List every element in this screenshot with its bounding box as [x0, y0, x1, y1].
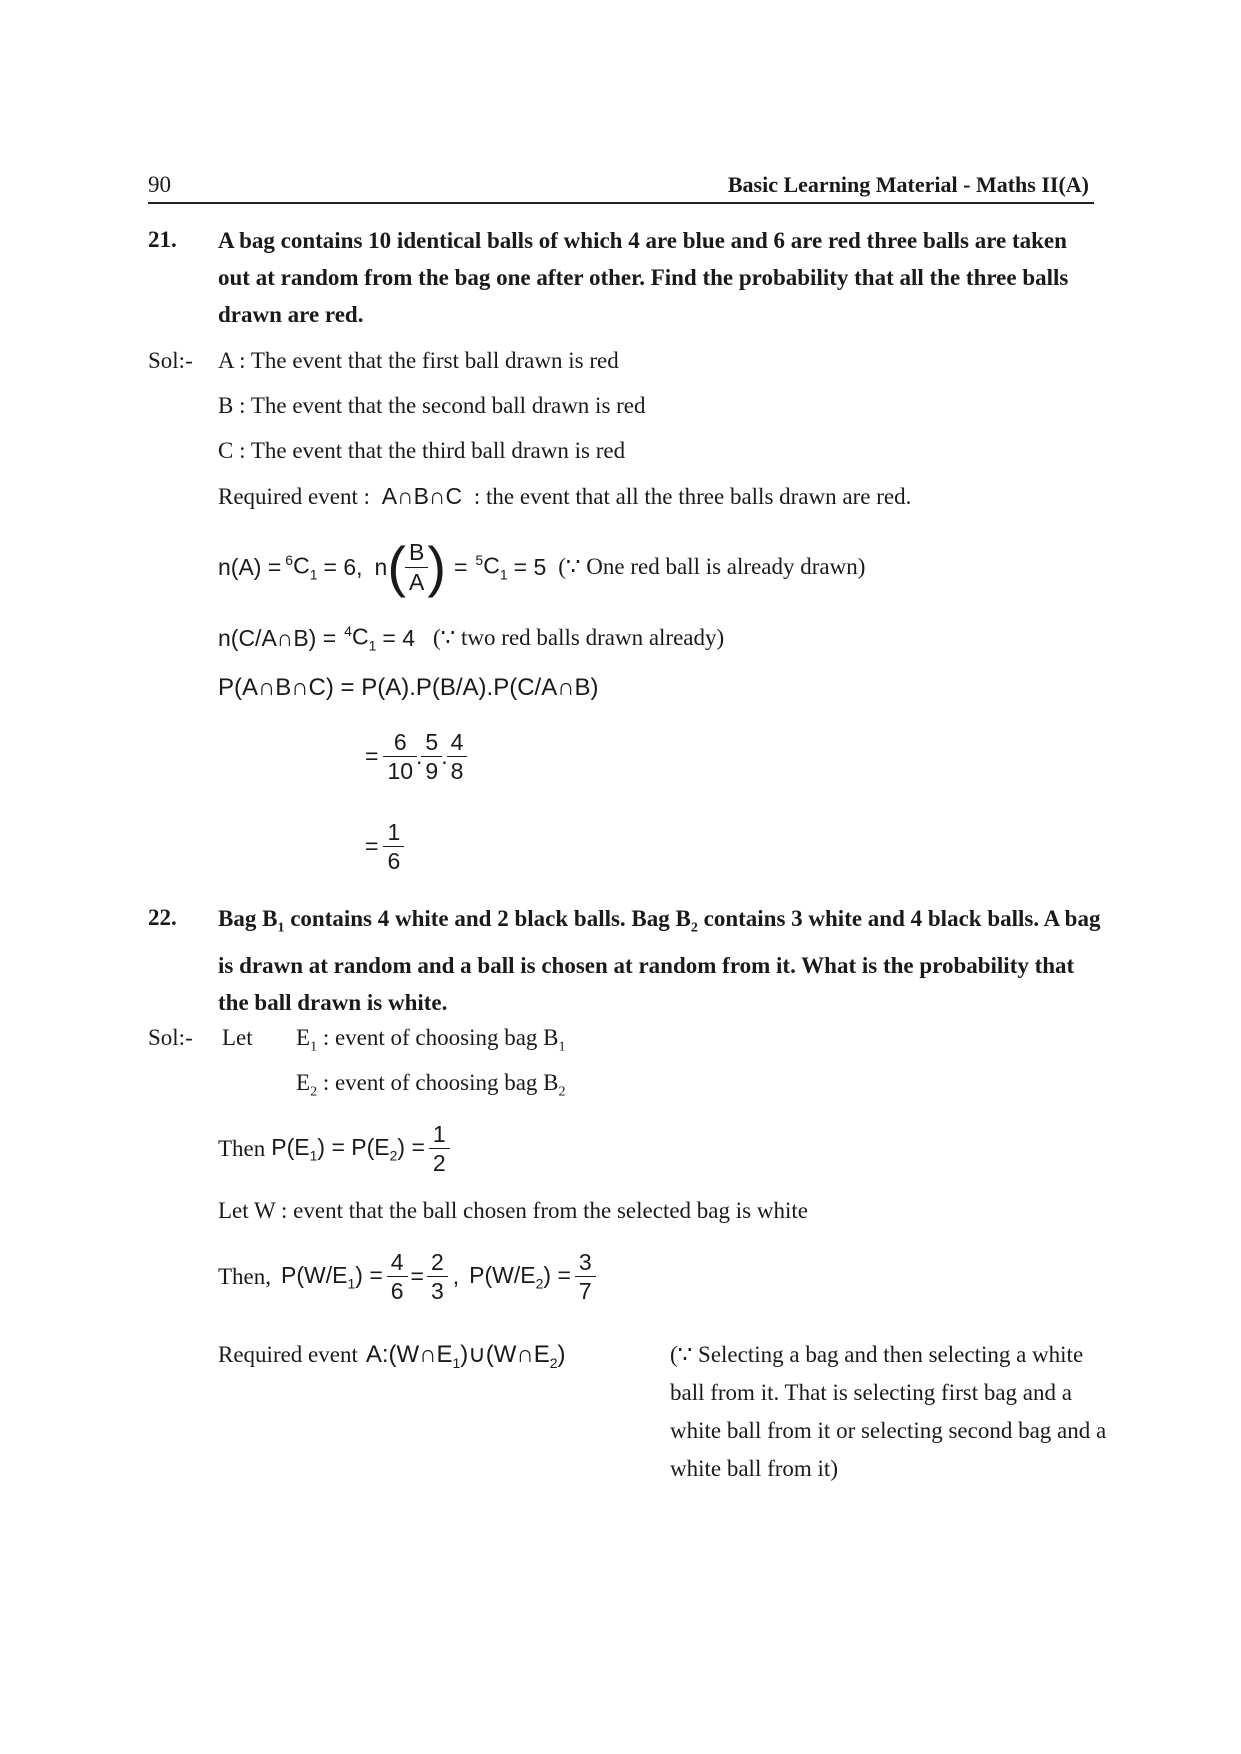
step1-fraction-3 — [449, 730, 466, 783]
na-value: = 6, — [323, 553, 363, 580]
nba-numerator: B — [408, 539, 425, 566]
counting-line-1: n(A) = $^6C_1$ = 6, n ( $\frac{B}{A}$ ) = $^5C_1$ = 5 (∵ One red ball is already drawn) — [218, 535, 866, 598]
question-text-21: A bag contains 10 identical balls of which 4 are blue and 6 are red three balls are taken out at random from the bag one after other. Find the probability that all the three balls drawn are red. — [218, 228, 1069, 327]
step1-fraction-2 — [423, 730, 440, 783]
pw1-sub: 1 — [347, 1275, 356, 1292]
pw2-part-a: P(W/E — [469, 1261, 536, 1288]
step2-eq: = — [365, 833, 379, 860]
pw1-fraction-2 — [429, 1250, 446, 1303]
na-c-sup: 6 — [285, 551, 294, 568]
nba-c-sub: 1 — [499, 566, 508, 583]
e1-definition — [296, 1025, 566, 1056]
required-event-line-21 — [218, 483, 911, 510]
question-number-21: 21. — [148, 227, 177, 252]
probability-step-1: = $\frac{6}{10}$ . $\frac{5}{9}$ . $\frac{4}{8}$ — [365, 730, 466, 783]
pw2-num: 3 — [578, 1249, 592, 1275]
pw1-f2-num: 2 — [430, 1249, 444, 1275]
e2-letter: E — [296, 1070, 311, 1095]
required-event-expr: A∩B∩C — [381, 483, 463, 509]
q22-text-sub-2: 2 — [690, 920, 698, 936]
e2-sub: 2 — [310, 1084, 318, 1100]
required-event-prefix: Required event : — [218, 484, 371, 509]
pw1-part-b: ) = — [355, 1261, 383, 1288]
pw1-part-a: P(W/E — [281, 1261, 348, 1288]
pw1-f1-num: 4 — [390, 1249, 404, 1275]
pe-num: 1 — [432, 1121, 446, 1147]
step1-eq: = — [365, 743, 379, 770]
e2-definition — [296, 1070, 566, 1101]
e1-bag-sub: 1 — [558, 1039, 566, 1055]
nba-denominator: A — [408, 568, 425, 595]
e2-text: : event of choosing bag B — [317, 1070, 559, 1095]
na-c-sub: 1 — [309, 566, 318, 583]
pe-part-c: ) = — [397, 1133, 425, 1160]
nc-lhs: n(C/A∩B) = — [218, 624, 337, 651]
q22-text-part-3: contains 3 white and 4 black balls. A bag is drawn at random and a ball is chosen at random from it. What is the probability that the ball drawn is white. — [218, 906, 1101, 1015]
event-b-line: B : The event that the second ball drawn is red — [218, 393, 646, 418]
step1-fraction-1 — [385, 730, 415, 783]
pe-part-b: ) = P(E — [317, 1133, 390, 1160]
pe-part-a: P(E — [271, 1133, 310, 1160]
step1-f2-num: 5 — [425, 729, 439, 755]
nc-value: = 4 — [382, 624, 415, 651]
then-label-1: Then — [218, 1135, 266, 1161]
nc-c-sub: 1 — [368, 637, 377, 654]
e2-bag-sub: 2 — [558, 1084, 566, 1100]
step2-num: 1 — [387, 819, 401, 845]
pe-den: 2 — [432, 1150, 446, 1177]
let-w-line: Let W : event that the ball chosen from the selected bag is white — [218, 1198, 808, 1223]
solution-label-22: Sol:- — [148, 1025, 193, 1050]
solution-label-21: Sol:- — [148, 348, 193, 373]
probability-product-line: P(A∩B∩C) = P(A).P(B/A).P(C/A∩B) — [218, 674, 599, 701]
pw1-eq: = — [410, 1263, 424, 1290]
q22-text-sub-1: 1 — [277, 920, 285, 936]
req-sub-1: 1 — [452, 1354, 461, 1371]
nba-fraction — [407, 540, 426, 593]
nba-note: (∵ One red ball is already drawn) — [558, 554, 866, 579]
pw1-f2-den: 3 — [430, 1278, 444, 1305]
required-event-prefix-22: Required event — [218, 1342, 358, 1368]
pw2-fraction — [577, 1250, 594, 1303]
pe-fraction — [431, 1122, 448, 1175]
pe-sub-2: 2 — [389, 1147, 398, 1164]
event-a-line: A : The event that the first ball drawn is red — [218, 348, 619, 373]
e1-letter: E — [296, 1025, 311, 1050]
pw2-sub: 2 — [535, 1275, 544, 1292]
nba-eq: = — [453, 553, 468, 580]
probability-step-2 — [365, 820, 403, 873]
step1-f1-den: 10 — [387, 758, 414, 785]
conditional-probability-line — [218, 1250, 595, 1303]
prior-probability-line — [218, 1122, 449, 1175]
page-number: 90 — [148, 172, 171, 197]
step1-f3-num: 4 — [450, 729, 464, 755]
step1-f2-den: 9 — [425, 758, 439, 785]
q22-text-part-1: Bag B — [218, 906, 278, 931]
pw1-fraction-1 — [389, 1250, 406, 1303]
nba-n: n — [374, 553, 388, 580]
nba-c-sup: 5 — [475, 551, 484, 568]
pw1-f1-den: 6 — [390, 1278, 404, 1305]
counting-line-2: n(C/A∩B) = $^4C_1$ = 4 (∵ two red balls drawn already) — [218, 623, 725, 654]
pe-sub-1: 1 — [309, 1147, 318, 1164]
event-c-line: C : The event that the third ball drawn is red — [218, 438, 626, 463]
header-rule — [148, 202, 1094, 204]
then-label-2: Then, — [218, 1263, 272, 1289]
req-part-c: ) — [557, 1341, 566, 1368]
q22-text-part-2: contains 4 white and 2 black balls. Bag B — [284, 906, 691, 931]
step2-den: 6 — [387, 848, 401, 875]
nba-value: = 5 — [513, 553, 547, 580]
nc-c-sup: 4 — [344, 623, 352, 639]
step2-fraction — [385, 820, 402, 873]
pw-comma: , — [452, 1263, 460, 1290]
pw2-part-b: ) = — [543, 1261, 571, 1288]
req-part-b: )∪(W∩E — [460, 1341, 550, 1368]
question-number-22: 22. — [148, 905, 177, 930]
step1-f3-den: 8 — [450, 758, 464, 785]
na-lhs: n(A) = — [218, 553, 282, 580]
nc-note: (∵ two red balls drawn already) — [433, 625, 725, 651]
question-text-22 — [218, 900, 1103, 1021]
req-part-a: A:(W∩E — [365, 1341, 453, 1368]
req-sub-2: 2 — [549, 1354, 558, 1371]
step1-f1-num: 6 — [393, 729, 407, 755]
e1-text: : event of choosing bag B — [317, 1025, 559, 1050]
let-label: Let — [222, 1025, 253, 1050]
required-event-note-22: (∵ Selecting a bag and then selecting a white ball from it. That is selecting first bag and a white ball from it or selecting second bag and a white ball from it) — [670, 1342, 1107, 1481]
e1-sub: 1 — [310, 1039, 318, 1055]
required-event-suffix: : the event that all the three balls drawn are red. — [473, 484, 912, 509]
pw2-den: 7 — [578, 1278, 592, 1305]
running-title: Basic Learning Material - Maths II(A) — [727, 172, 1089, 197]
required-event-line-22 — [218, 1340, 566, 1371]
